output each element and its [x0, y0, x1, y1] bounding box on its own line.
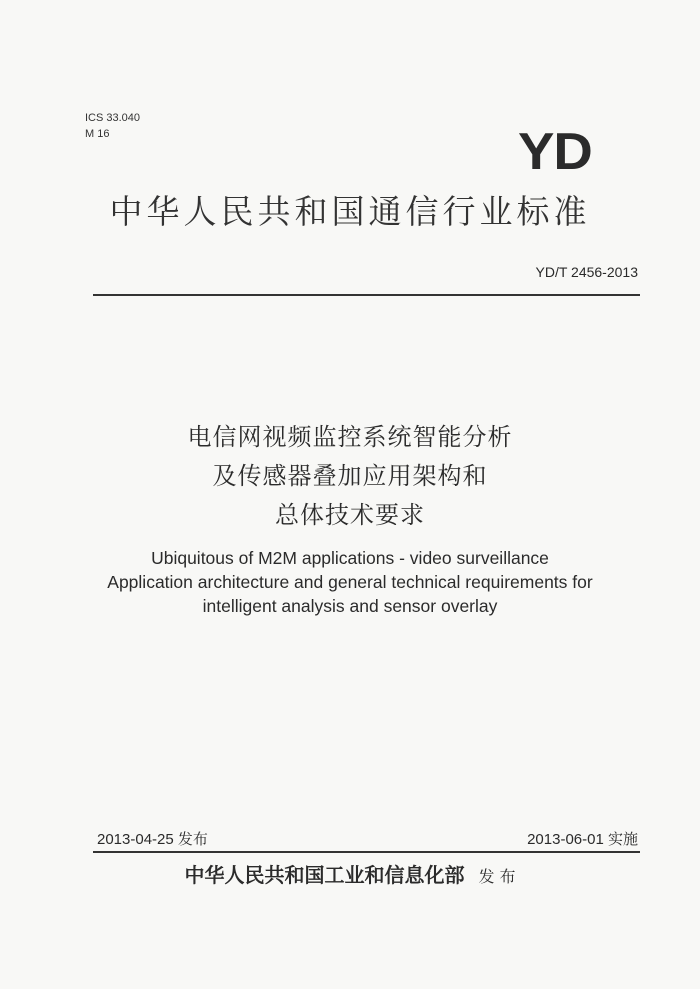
publish-label: 发 布	[478, 867, 516, 886]
chinese-title-line: 总体技术要求	[275, 501, 425, 529]
bottom-divider	[93, 851, 640, 853]
yd-logo: YD	[518, 123, 592, 181]
top-divider	[93, 294, 640, 296]
chinese-title	[0, 418, 700, 535]
standard-number: YD/T 2456-2013	[535, 264, 638, 280]
class-code: M 16	[85, 128, 110, 140]
issuing-authority	[0, 859, 700, 893]
english-title	[0, 546, 700, 618]
ics-code: ICS 33.040	[85, 112, 141, 124]
issuer-name: 中华人民共和国工业和信息化部	[184, 863, 465, 887]
implementation-date: 2013-06-01 实施	[527, 831, 638, 848]
classification-codes	[85, 110, 140, 142]
issue-date: 2013-04-25 发布	[97, 831, 208, 848]
english-title-line: Application architecture and general technical requirements for	[107, 572, 593, 592]
english-title-line: intelligent analysis and sensor overlay	[202, 596, 498, 616]
chinese-title-line: 电信网视频监控系统智能分析	[187, 423, 513, 451]
standard-authority-title: 中华人民共和国通信行业标准	[109, 192, 591, 231]
chinese-title-line: 及传感器叠加应用架构和	[212, 462, 488, 490]
english-title-line: Ubiquitous of M2M applications - video surveillance	[151, 548, 549, 568]
